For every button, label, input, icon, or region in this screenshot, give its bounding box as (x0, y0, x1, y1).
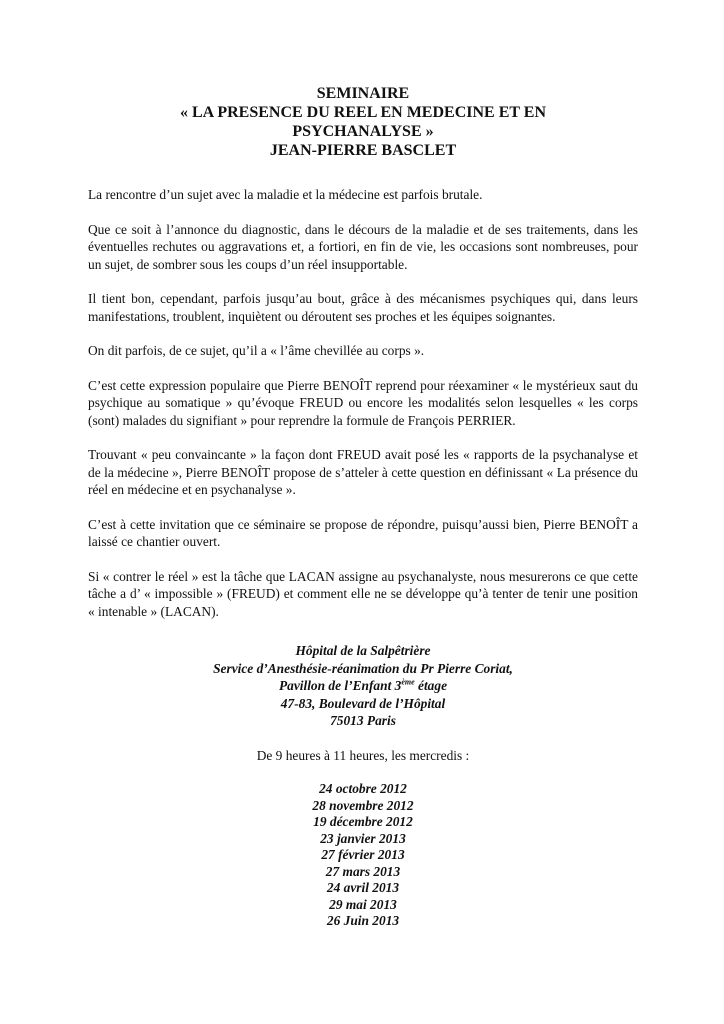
document-page (88, 84, 638, 930)
venue-block (88, 642, 638, 730)
date-item: 23 janvier 2013 (320, 830, 406, 846)
venue-postcode: 75013 Paris (330, 713, 396, 728)
paragraph-freud: Trouvant « peu convaincante » la façon dont FREUD avait posé les « rapports de la psychanalyse et de la médecine », Pierre BENOÎT propose de s’atteler à cette question en définissant « La présence du réel en médecine et en psychanalyse ». (88, 447, 638, 497)
date-item: 27 mars 2013 (325, 863, 401, 879)
paragraph-intro: La rencontre d’un sujet avec la maladie et la médecine est parfois brutale. (88, 187, 483, 202)
document-title (88, 84, 638, 160)
venue-pavilion-suffix: étage (414, 678, 448, 693)
dates-list (88, 781, 638, 930)
venue-address: 47-83, Boulevard de l’Hôpital (280, 695, 446, 711)
paragraph-benoit: C’est cette expression populaire que Pierre BENOÎT reprend pour réexaminer « le mystérieux saut du psychique au somatique » qu’évoque FREUD ou encore les modalités selon lesquelles « les corps (sont) malades du signifiant » pour reprendre la formule de François PERRIER. (88, 377, 638, 428)
paragraph-diagnosis: Que ce soit à l’annonce du diagnostic, dans le décours de la maladie et de ses traitements, dans les éventuelles rechutes ou aggravations et, a fortiori, en fin de vie, les occasions sont nombreuses, pour un sujet, de sombrer sous les coups d’un réel insupportable. (88, 221, 638, 272)
venue-pavilion (88, 677, 638, 695)
date-item: 26 Juin 2013 (326, 913, 400, 928)
title-line-3: PSYCHANALYSE » (292, 123, 434, 140)
paragraph-invitation: C’est à cette invitation que ce séminaire se propose de répondre, puisqu’aussi bien, Pierre BENOÎT a laissé ce chantier ouvert. (88, 516, 638, 549)
date-item: 24 avril 2013 (326, 880, 400, 895)
paragraph-mechanisms: Il tient bon, cependant, parfois jusqu’au bout, grâce à des mécanismes psychiques qui, dans leurs manifestations, troublent, inquiètent ou déroutent ses proches et les équipes soignantes. (88, 291, 638, 324)
venue-pavilion-sup: ème (401, 677, 415, 687)
title-line-2: « LA PRESENCE DU REEL EN MEDECINE ET EN (179, 104, 546, 121)
title-line-1: SEMINAIRE (316, 85, 410, 102)
date-item: 29 mai 2013 (329, 896, 397, 912)
paragraph-expression: On dit parfois, de ce sujet, qu’il a « l’âme chevillée au corps ». (88, 343, 425, 358)
venue-hospital: Hôpital de la Salpêtrière (295, 643, 431, 658)
date-item: 24 octobre 2012 (319, 781, 407, 796)
date-item: 27 février 2013 (321, 847, 405, 862)
venue-service: Service d’Anesthésie-réanimation du Pr Pierre Coriat, (213, 660, 513, 676)
paragraph-lacan: Si « contrer le réel » est la tâche que LACAN assigne au psychanalyste, nous mesurerons ce que cette tâche a d’ « impossible » (FREUD) et comment elle ne se développe qu’à tenter de tenir une position « intenable » (LACAN). (88, 568, 638, 619)
schedule-line: De 9 heures à 11 heures, les mercredis : (256, 747, 470, 763)
title-author: JEAN-PIERRE BASCLET (269, 142, 457, 159)
date-item: 19 décembre 2012 (313, 814, 413, 829)
venue-pavilion-prefix: Pavillon de l’Enfant 3 (278, 678, 402, 693)
date-item: 28 novembre 2012 (312, 797, 414, 813)
